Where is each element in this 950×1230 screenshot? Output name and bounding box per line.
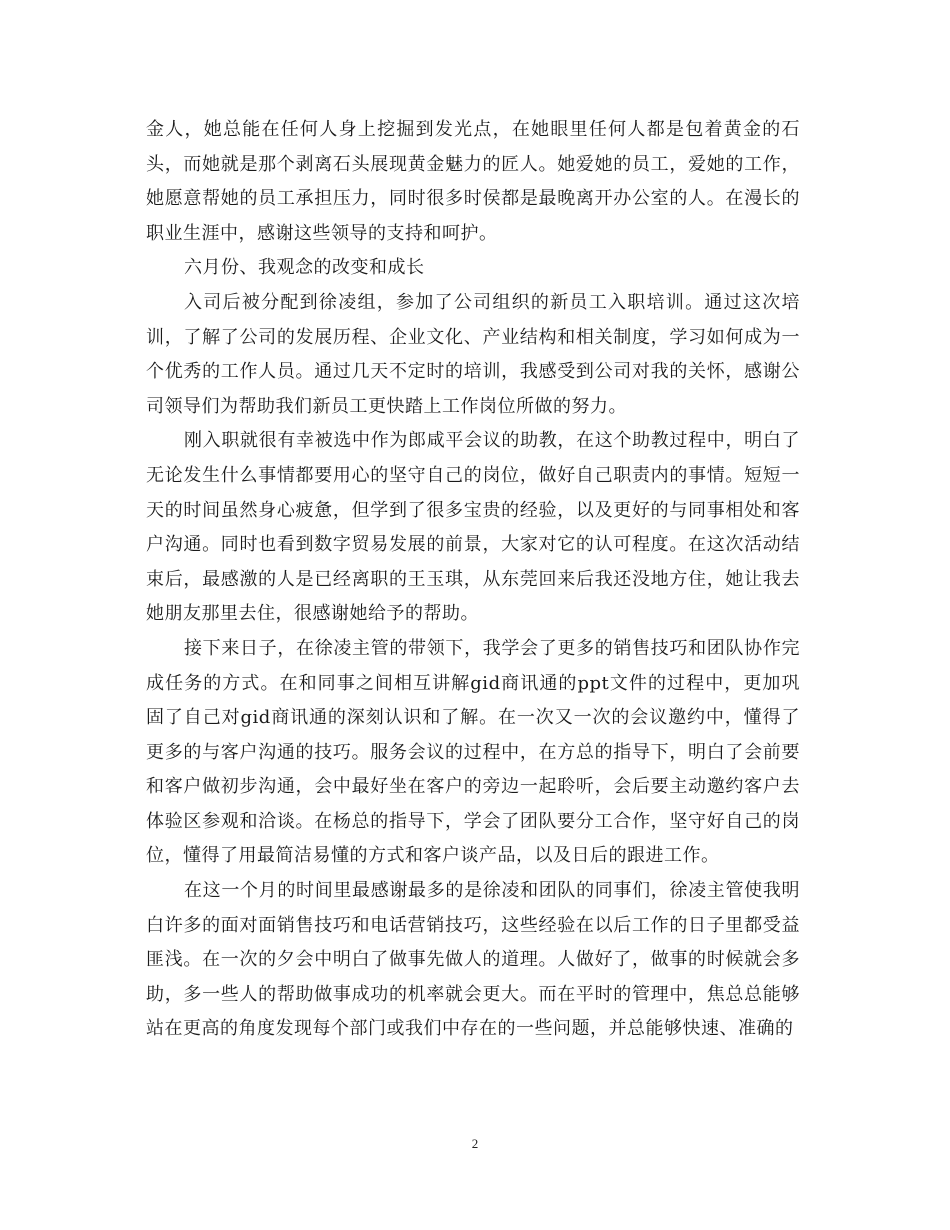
paragraph: 在这一个月的时间里最感谢最多的是徐凌和团队的同事们，徐凌主管使我明白许多的面对面销售技巧和电话营销技巧，这些经验在以后工作的日子里都受益匪浅。在一次的夕会中明白了做事先做人的道理。人做好了，做事的时候就会多助，多一些人的帮助做事成功的机率就会更大。而在平时的管理中，焦总总能够站在更高的角度发现每个部门或我们中存在的一些问题，并总能够快速、准确的 (146, 880, 800, 1040)
document-body (146, 113, 800, 1047)
section-heading: 六月份、我观念的改变和成长 (184, 257, 425, 279)
page-number: 2 (471, 1136, 479, 1151)
paragraph: 刚入职就很有幸被选中作为郎咸平会议的助教，在这个助教过程中，明白了无论发生什么事情都要用心的坚守自己的岗位，做好自己职责内的事情。短短一天的时间虽然身心疲惫，但学到了很多宝贵的经验，以及更好的与同事相处和客户沟通。同时也看到数字贸易发展的前景，大家对它的认可程度。在这次活动结束后，最感激的人是已经离职的王玉琪，从东莞回来后我还没地方住，她让我去她朋友那里去住，很感谢她给予的帮助。 (146, 430, 800, 625)
paragraph: 金人，她总能在任何人身上挖掘到发光点，在她眼里任何人都是包着黄金的石头，而她就是那个剥离石头展现黄金魅力的匠人。她爱她的员工，爱她的工作，她愿意帮她的员工承担压力，同时很多时侯都是最晚离开办公室的人。在漫长的职业生涯中，感谢这些领导的支持和呵护。 (146, 119, 800, 244)
paragraph: 入司后被分配到徐凌组，参加了公司组织的新员工入职培训。通过这次培训，了解了公司的发展历程、企业文化、产业结构和相关制度，学习如何成为一个优秀的工作人员。通过几天不定时的培训，我感受到公司对我的关怀，感谢公司领导们为帮助我们新员工更快踏上工作岗位所做的努力。 (146, 291, 800, 417)
paragraph: 接下来日子，在徐凌主管的带领下，我学会了更多的销售技巧和团队协作完成任务的方式。在和同事之间相互讲解gid商讯通的ppt文件的过程中，更加巩固了自己对gid商讯通的深刻认识和了解。在一次又一次的会议邀约中，懂得了更多的与客户沟通的技巧。服务会议的过程中，在方总的指导下，明白了会前要和客户做初步沟通，会中最好坐在客户的旁边一起聆听，会后要主动邀约客户去体验区参观和洽谈。在杨总的指导下，学会了团队要分工合作，坚守好自己的岗位，懂得了用最简洁易懂的方式和客户谈产品，以及日后的跟进工作。 (146, 637, 800, 867)
